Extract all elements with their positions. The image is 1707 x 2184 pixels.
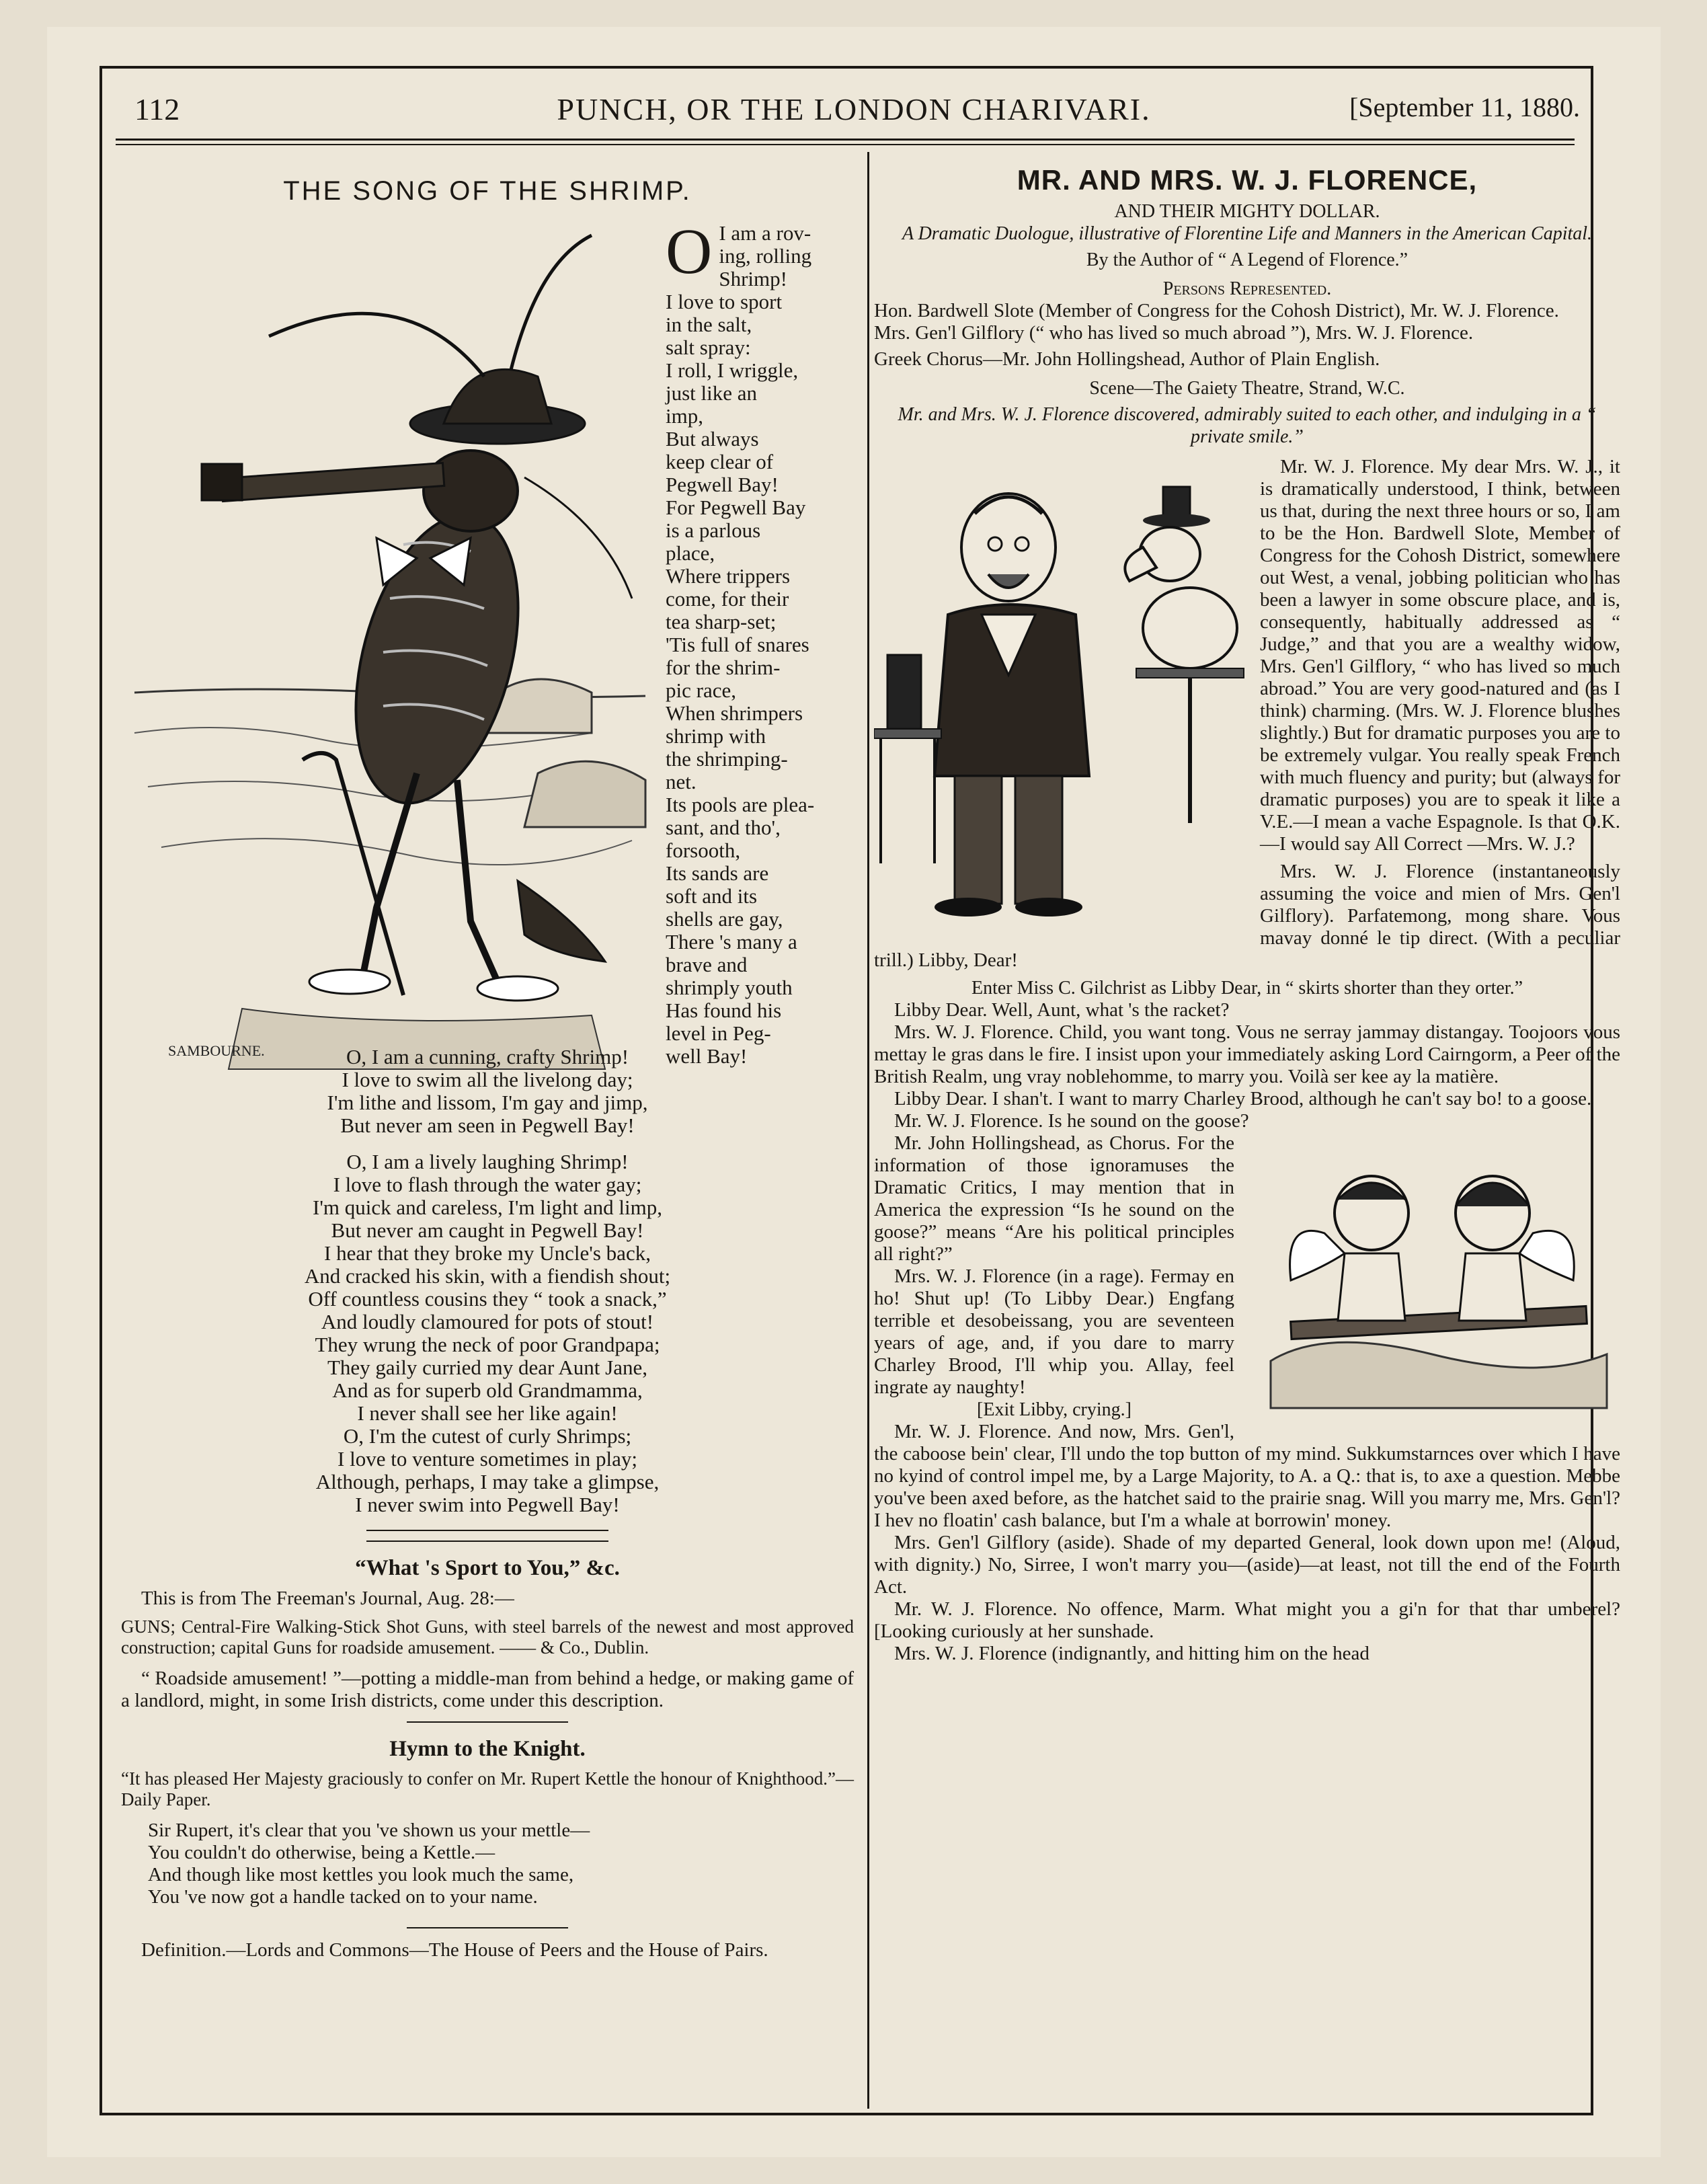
poem-line: in the salt, — [666, 313, 752, 336]
politician-illustration — [874, 460, 1251, 924]
poem-line: the shrimping- — [666, 747, 788, 771]
poem-line: place, — [666, 541, 715, 565]
dialogue — [874, 456, 1620, 1665]
poem-line: I'm quick and careless, I'm light and limp, — [313, 1196, 662, 1219]
poem-line: And loudly clamoured for pots of stout! — [321, 1310, 654, 1333]
sport-title: “What 's Sport to You,” &c. — [355, 1556, 620, 1580]
issue-date: [September 11, 1880. — [1349, 92, 1580, 122]
section-divider — [407, 1721, 568, 1723]
poem-line: Although, perhaps, I may take a glimpse, — [315, 1470, 660, 1493]
stage-exit: [Exit Libby, crying.] — [977, 1399, 1132, 1420]
poem-line: just like an — [666, 381, 758, 405]
poem-line: Its sands are — [666, 861, 769, 885]
speech-mrs-florence-4: Mrs. W. J. Florence (indignantly, and hitting him on the head — [894, 1643, 1369, 1664]
poem-line: And cracked his skin, with a fiendish shout; — [304, 1264, 671, 1288]
poem-line: sant, and tho', — [666, 816, 781, 839]
poem-line: But never am caught in Pegwell Bay! — [331, 1218, 644, 1242]
poem-line: forsooth, — [666, 838, 741, 862]
poem-line: But always — [666, 427, 759, 451]
sport-comment: “ Roadside amusement! ”—potting a middle-man from behind a hedge, or making game of a landlord, might, in some Irish districts, come under this description. — [121, 1668, 854, 1711]
poem-line: They wrung the neck of poor Grandpapa; — [315, 1333, 660, 1356]
section-divider — [366, 1530, 608, 1531]
column-rule — [867, 152, 869, 2109]
speech-florence-2: Mr. W. J. Florence. Is he sound on the goose? — [894, 1110, 1249, 1132]
poem-line: When shrimpers — [666, 701, 803, 725]
stage-enter: Enter Miss C. Gilchrist as Libby Dear, in “ skirts shorter than they orter.” — [971, 978, 1523, 999]
poem-line: shrimp with — [666, 724, 766, 748]
florence-subtitle: AND THEIR MIGHTY DOLLAR. — [1114, 201, 1380, 222]
poem-line: Off countless cousins they “ took a snack,” — [308, 1287, 667, 1311]
speech-chorus: Mr. John Hollingshead, as Chorus. For the information of those ignoramuses the Dramatic Critics, I may mention that in America the expression “Is he sound on the goose?” means “Are his political principles all right?” — [874, 1132, 1234, 1265]
poem-line: brave and — [666, 953, 748, 976]
speech-mrs-florence-3: Mrs. W. J. Florence (in a rage). Fermay en ho! Shut up! (To Libby Dear.) Engfang terrible et desobeissang, you are seventeen years of age, and, if you dare to marry Charley Brood, I'll whip you. Allay, feel ingrate ay naughty! — [874, 1265, 1234, 1398]
poem-line: O, I'm the cutest of curly Shrimps; — [343, 1424, 632, 1448]
person-2: Mrs. Gen'l Gilflory (“ who has lived so much abroad ”), Mrs. W. J. Florence. — [874, 322, 1474, 344]
section-divider — [366, 1540, 608, 1542]
speech-libby-1: Libby Dear. Well, Aunt, what 's the racket? — [894, 999, 1230, 1021]
florence-description: A Dramatic Duologue, illustrative of Florentine Life and Manners in the American Capital. — [902, 223, 1593, 244]
poem-line: I'm lithe and lissom, I'm gay and jimp, — [327, 1091, 648, 1114]
hymn-title: Hymn to the Knight. — [389, 1737, 586, 1761]
poem-line: I never swim into Pegwell Bay! — [355, 1493, 620, 1516]
poem-line: I love to swim all the livelong day; — [342, 1068, 633, 1091]
poem-line: I love to venture sometimes in play; — [338, 1447, 637, 1471]
hymn-line: And though like most kettles you look much the same, — [148, 1864, 574, 1885]
speech-libby-2: Libby Dear. I shan't. I want to marry Charley Brood, although he can't say bo! to a goose. — [894, 1088, 1592, 1109]
right-column — [874, 155, 1620, 1665]
poem-line: There 's many a — [666, 930, 797, 953]
sport-ad: GUNS; Central-Fire Walking-Stick Shot Guns, with steel barrels of the newest and most approved construction; capital Guns for roadside amusement. —— & Co., Dublin. — [121, 1616, 854, 1658]
song-title: THE SONG OF THE SHRIMP. — [283, 176, 692, 206]
person-1: Hon. Bardwell Slote (Member of Congress for the Cohosh District), Mr. W. J. Florence. — [874, 300, 1559, 321]
poem-line: I never shall see her like again! — [357, 1401, 618, 1425]
shrimp-illustration — [121, 222, 659, 1116]
hymn-quote: “It has pleased Her Majesty graciously to confer on Mr. Rupert Kettle the honour of Knighthood.”—Daily Paper. — [121, 1768, 854, 1809]
poem-line: Pegwell Bay! — [666, 473, 779, 496]
stage-direction: Mr. and Mrs. W. J. Florence discovered, admirably suited to each other, and indulging in a “ private smile.” — [898, 404, 1597, 447]
person-3: Greek Chorus—Mr. John Hollingshead, Author of Plain English. — [874, 348, 1380, 370]
poem-line: For Pegwell Bay — [666, 496, 806, 519]
hymn-line: You 've now got a handle tacked on to your name. — [148, 1886, 538, 1908]
poem-line: Shrimp! — [719, 267, 787, 290]
florence-byline: By the Author of “ A Legend of Florence.” — [1086, 249, 1408, 270]
poem-line: But never am seen in Pegwell Bay! — [340, 1114, 635, 1137]
poem-line: net. — [666, 770, 697, 793]
poem-line: soft and its — [666, 884, 758, 908]
hymn-line: Sir Rupert, it's clear that you 've shown us your mettle— — [148, 1820, 590, 1841]
poem-stanza-2 — [121, 1046, 854, 1137]
speech-florence-3: Mr. W. J. Florence. And now, Mrs. Gen'l, the caboose bein' clear, I'll undo the top button of my mind. Sukkumstarnces over which I have no kyind of control impel me, by a Large Majority, to A. a Q.: that is, to axe a question. Mebbe you've been axed before, as the hatchet said to the prairie snag. Will you marry me, Mrs. Gen'l? I hev no floatin' cash balance, but I'm a whale at borrowin' money. — [874, 1421, 1620, 1531]
poem-line: salt spray: — [666, 336, 751, 359]
speech-mrs-florence-1: Mrs. W. J. Florence (instantaneously assuming the voice and mien of Mrs. Gen'l Gilflory). Parfatemong, mong share. Vous mavay donné le tip direct. (With a peculiar trill.) Libby, Dear! — [874, 861, 1620, 971]
poem-line: Where trippers — [666, 564, 791, 588]
left-column — [121, 155, 854, 1961]
poem-line: shrimply youth — [666, 976, 793, 999]
publication-title: PUNCH, OR THE LONDON CHARIVARI. — [557, 92, 1151, 126]
poem-first-stanza — [666, 215, 854, 1068]
sport-intro: This is from The Freeman's Journal, Aug. 28:— — [141, 1588, 514, 1609]
poem-line: I am a rov- — [719, 221, 811, 245]
poem-stanza-3 — [121, 1150, 854, 1516]
poem-body — [121, 1046, 854, 1961]
poem-line: They gaily curried my dear Aunt Jane, — [327, 1356, 648, 1379]
poem-line: Its pools are plea- — [666, 793, 815, 816]
florence-title: MR. AND MRS. W. J. FLORENCE, — [1017, 164, 1478, 196]
poem-line: level in Peg- — [666, 1021, 771, 1045]
persons-heading: Persons Represented. — [1162, 278, 1332, 299]
poem-line: And as for superb old Grandmamma, — [332, 1378, 643, 1402]
poem-line: is a parlous — [666, 518, 761, 542]
definition: Definition.—Lords and Commons—The House of Peers and the House of Pairs. — [141, 1939, 768, 1961]
poem-line: I hear that they broke my Uncle's back, — [324, 1241, 651, 1265]
section-divider — [407, 1927, 568, 1928]
illustrator-signature: SAMBOURNE. — [168, 1042, 265, 1059]
poem-line: imp, — [666, 404, 703, 428]
speech-gilflory: Mrs. Gen'l Gilflory (aside). Shade of my departed General, look down upon me! (Aloud, with dignity.) No, Sirree, I won't marry you—(aside)—at least, not till the end of the Fourth Act. — [874, 1532, 1620, 1598]
cherubs-illustration — [1244, 1139, 1620, 1415]
poem-line: pic race, — [666, 678, 736, 702]
poem-line: O, I am a lively laughing Shrimp! — [346, 1150, 629, 1173]
poem-line: for the shrim- — [666, 656, 781, 679]
speech-florence-1: Mr. W. J. Florence. My dear Mrs. W. J., it is dramatically understood, I think, between us that, during the next three hours or so, I am to be the Hon. Bardwell Slote, Member of Congress for the Cohosh District, somewhere out West, a venal, jobbing politician who has been a lawyer in some obscure place, and is, consequently, habitually addressed as “ Judge,” and that you are a wealthy widow, Mrs. Gen'l Gilflory, “ who has lived so much abroad.” You are very good-natured and (as I think) charming. (Mrs. W. J. Florence blushes slightly.) But for dramatic purposes you are to be extremely vulgar. You really speak French with much fluency and purity; but (always for dramatic purposes) you are to speak it like a V.E.—I mean a vache Espagnole. Is that O.K.—I would say All Correct —Mrs. W. J.? — [1260, 456, 1620, 855]
hymn-line: You couldn't do otherwise, being a Kettle.— — [148, 1842, 495, 1863]
page-header — [128, 85, 1580, 139]
poem-line: Has found his — [666, 999, 782, 1022]
poem-line: I roll, I wriggle, — [666, 358, 799, 382]
hymn-verse — [121, 1820, 854, 1908]
poem-line: I love to sport — [666, 290, 783, 313]
scene: Scene—The Gaiety Theatre, Strand, W.C. — [1089, 378, 1405, 399]
poem-line: keep clear of — [666, 450, 774, 473]
poem-line: I love to flash through the water gay; — [333, 1173, 642, 1196]
poem-line: well Bay! — [666, 1044, 748, 1068]
header-rule-thin — [116, 144, 1575, 145]
poem-line: 'Tis full of snares — [666, 633, 809, 656]
poem-line: come, for their — [666, 587, 789, 611]
speech-mrs-florence-2: Mrs. W. J. Florence. Child, you want tong. Vous ne serray jammay distangay. Toojoors vous mettay le gras dans le fire. I insist upon your immediately asking Lord Cairngorm, a Peer of the British Realm, ung vray noblehomme, to marry you. Voilà ser kee ay la matière. — [874, 1021, 1620, 1087]
page-number: 112 — [134, 92, 180, 126]
dropcap: O — [666, 215, 713, 287]
speech-florence-4: Mr. W. J. Florence. No offence, Marm. What might you a gi'n for that thar umberel? [Looking curiously at her sunshade. — [874, 1598, 1620, 1642]
poem-line: O, I am a cunning, crafty Shrimp! — [346, 1045, 629, 1068]
poem-line: ing, rolling — [719, 244, 812, 268]
poem-line: shells are gay, — [666, 907, 783, 931]
header-rule — [116, 139, 1575, 141]
poem-line: tea sharp-set; — [666, 610, 777, 633]
